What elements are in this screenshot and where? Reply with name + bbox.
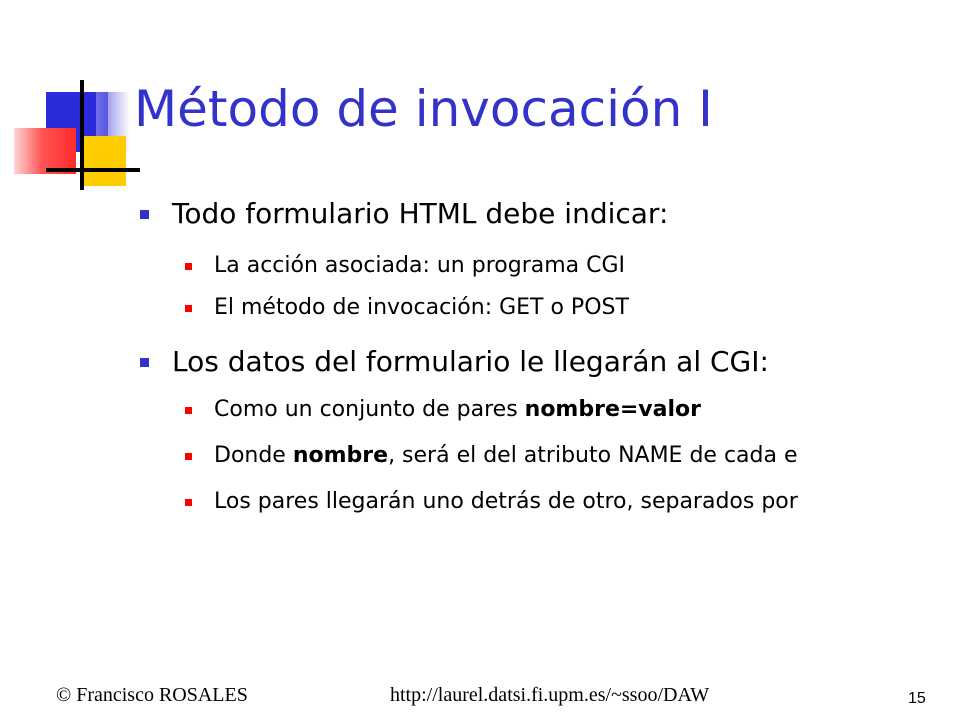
- bullet-text: La acción asociada: un programa CGI: [214, 253, 626, 278]
- bullet-square-icon: [140, 358, 149, 367]
- bullet-text: Todo formulario HTML debe indicar:: [172, 197, 669, 230]
- bullet-level2: [214, 253, 625, 278]
- bullet-square-icon: [185, 453, 192, 460]
- bullet-square-icon: [185, 499, 192, 506]
- slide-title: Método de invocación I: [134, 80, 713, 138]
- bullet-text: El método de invocación: GET o POST: [214, 295, 629, 320]
- bullet-text-pre: Como un conjunto de pares: [214, 397, 525, 422]
- footer-url: http://laurel.datsi.fi.upm.es/~ssoo/DAW: [390, 684, 710, 706]
- footer-author: © Francisco ROSALES: [56, 684, 248, 706]
- bullet-text-post: , será el del atributo NAME de cada e: [388, 443, 798, 468]
- bullet-level1: [172, 345, 769, 378]
- bullet-square-icon: [185, 305, 192, 312]
- bullet-level2: [214, 443, 798, 468]
- bullet-level2: [214, 295, 629, 320]
- bullet-square-icon: [185, 263, 192, 270]
- bullet-text-bold: nombre: [292, 443, 389, 468]
- bullet-level2: [214, 489, 798, 514]
- bullet-text: Los datos del formulario le llegarán al CGI:: [172, 345, 769, 378]
- bullet-text-bold: nombre=valor: [524, 397, 701, 422]
- bullet-level2: [214, 397, 701, 422]
- bullet-square-icon: [140, 210, 149, 219]
- bullet-level1: [172, 197, 668, 230]
- bullet-square-icon: [185, 407, 192, 414]
- bullet-text-pre: Donde: [214, 443, 293, 468]
- bullet-text: Los pares llegarán uno detrás de otro, separados por: [214, 489, 798, 514]
- page-number: 15: [908, 690, 926, 707]
